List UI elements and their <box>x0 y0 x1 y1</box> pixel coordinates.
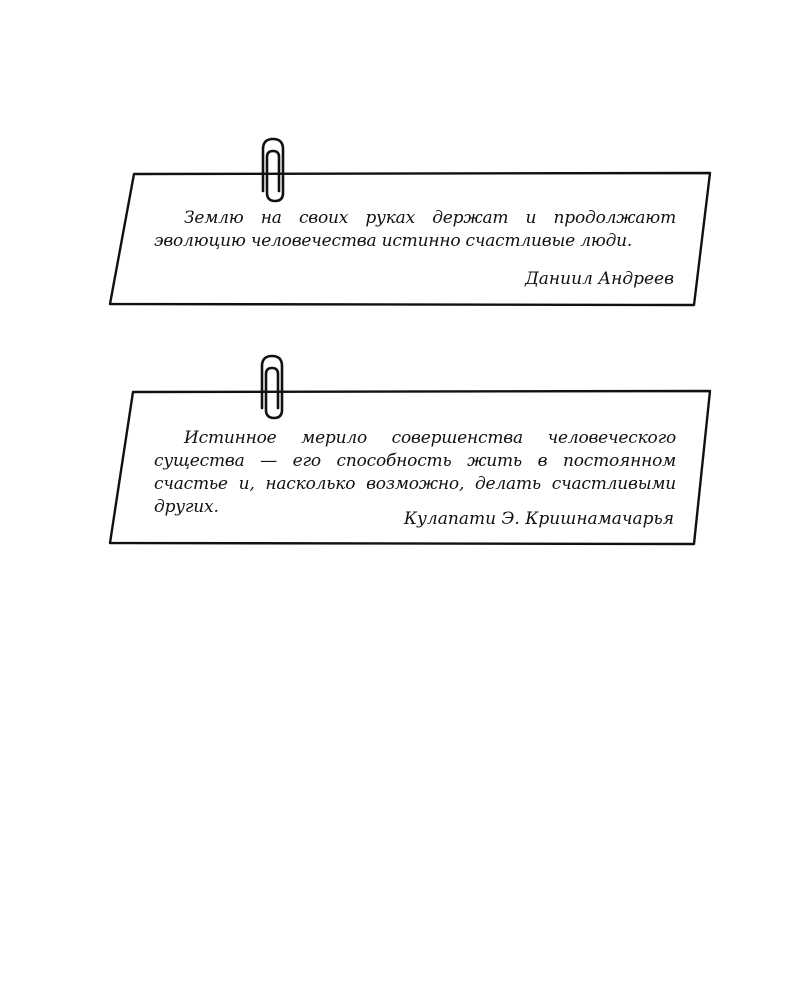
quote-text: Истинное мерило совершенства человеческого существа — его способность жить в постоянном счастье и, насколько возможно, делать счастливыми других. <box>154 428 676 517</box>
quote-author: Кулапати Э. Кришнамачарья <box>403 509 674 529</box>
paperclip-icon <box>251 135 295 207</box>
quote-card <box>106 352 714 548</box>
quote-text: Землю на своих руках держат и продолжают эволюцию человечества истинно счастливые люди. <box>154 208 676 251</box>
paperclip-icon <box>250 352 294 424</box>
quote-author: Даниил Андреев <box>524 269 674 289</box>
quote-card <box>106 135 714 310</box>
